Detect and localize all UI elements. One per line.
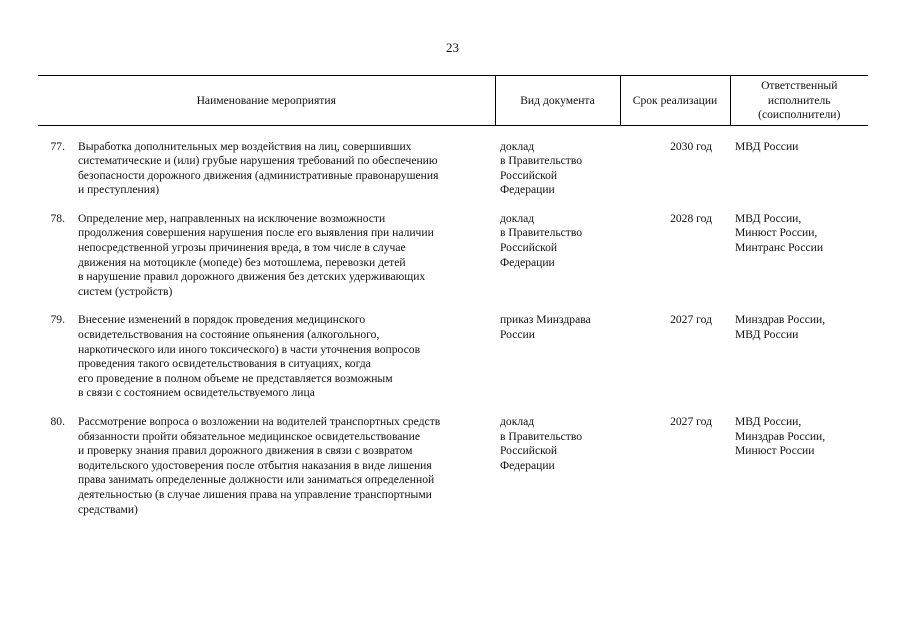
row-doc-type: приказ Минздрава России: [500, 313, 591, 342]
header-term: Срок реализации: [620, 76, 730, 126]
row-responsible: МВД России, Минюст России, Минтранс России: [735, 211, 824, 255]
measures-table: [38, 75, 868, 531]
header-name: Наименование мероприятия: [38, 76, 495, 126]
row-term: 2027 год: [670, 313, 712, 327]
row-number: 77.: [50, 139, 65, 153]
header-doc-type: Вид документа: [495, 76, 620, 126]
row-measure: Рассмотрение вопроса о возложении на водителей транспортных средств обязанности пройти обязательное медицинское освидетельствование и проверку знания правил дорожного движения в связи с возвратом водительского удостоверения после отбытия наказания в виде лишения права занимать определенные должности или заниматься определенной деятельностью (в случае лишения права на управление транспортными средствами): [78, 415, 441, 516]
table-row: [38, 415, 868, 531]
page-number: 23: [446, 40, 459, 55]
table-header: [38, 76, 868, 126]
row-measure: Определение мер, направленных на исключение возможности продолжения совершения нарушения после его выявления при наличии непосредственной угрозы причинения вреда, в том числе в случае движения на мотоцикле (мопеде) без мотошлема, перевозки детей в нарушение правил дорожного движения без детских удерживающих систем (устройств): [78, 211, 434, 298]
row-term: 2030 год: [670, 139, 712, 153]
row-number: 78.: [50, 211, 65, 225]
row-term: 2028 год: [670, 211, 712, 225]
table-row: [38, 125, 868, 212]
row-measure: Внесение изменений в порядок проведения медицинского освидетельствования на состояние опьянения (алкогольного, наркотического или иного токсического) в части уточнения вопросов проведения такого освидетельствования в ситуациях, когда его проведение в полном объеме не представляется возможным в связи с состоянием освидетельствуемого лица: [78, 313, 421, 400]
row-measure: Выработка дополнительных мер воздействия на лиц, совершивших систематические и (или) грубые нарушения требований по обеспечению безопасности дорожного движения (административные правонарушения и преступления): [78, 139, 439, 197]
row-doc-type: доклад в Правительство Российской Федерации: [500, 211, 583, 269]
row-doc-type: доклад в Правительство Российской Федерации: [500, 139, 583, 197]
row-responsible: Минздрав России, МВД России: [735, 313, 826, 342]
table-row: [38, 212, 868, 314]
row-doc-type: доклад в Правительство Российской Федерации: [500, 415, 583, 472]
row-responsible: МВД России: [735, 139, 799, 153]
row-number: 80.: [50, 415, 65, 428]
row-term: 2027 год: [670, 415, 712, 428]
row-number: 79.: [50, 313, 65, 327]
row-responsible: МВД России, Минздрав России, Минюст России: [735, 415, 826, 458]
header-responsible: Ответственный исполнитель (соисполнители): [730, 76, 868, 126]
table-row: [38, 313, 868, 415]
